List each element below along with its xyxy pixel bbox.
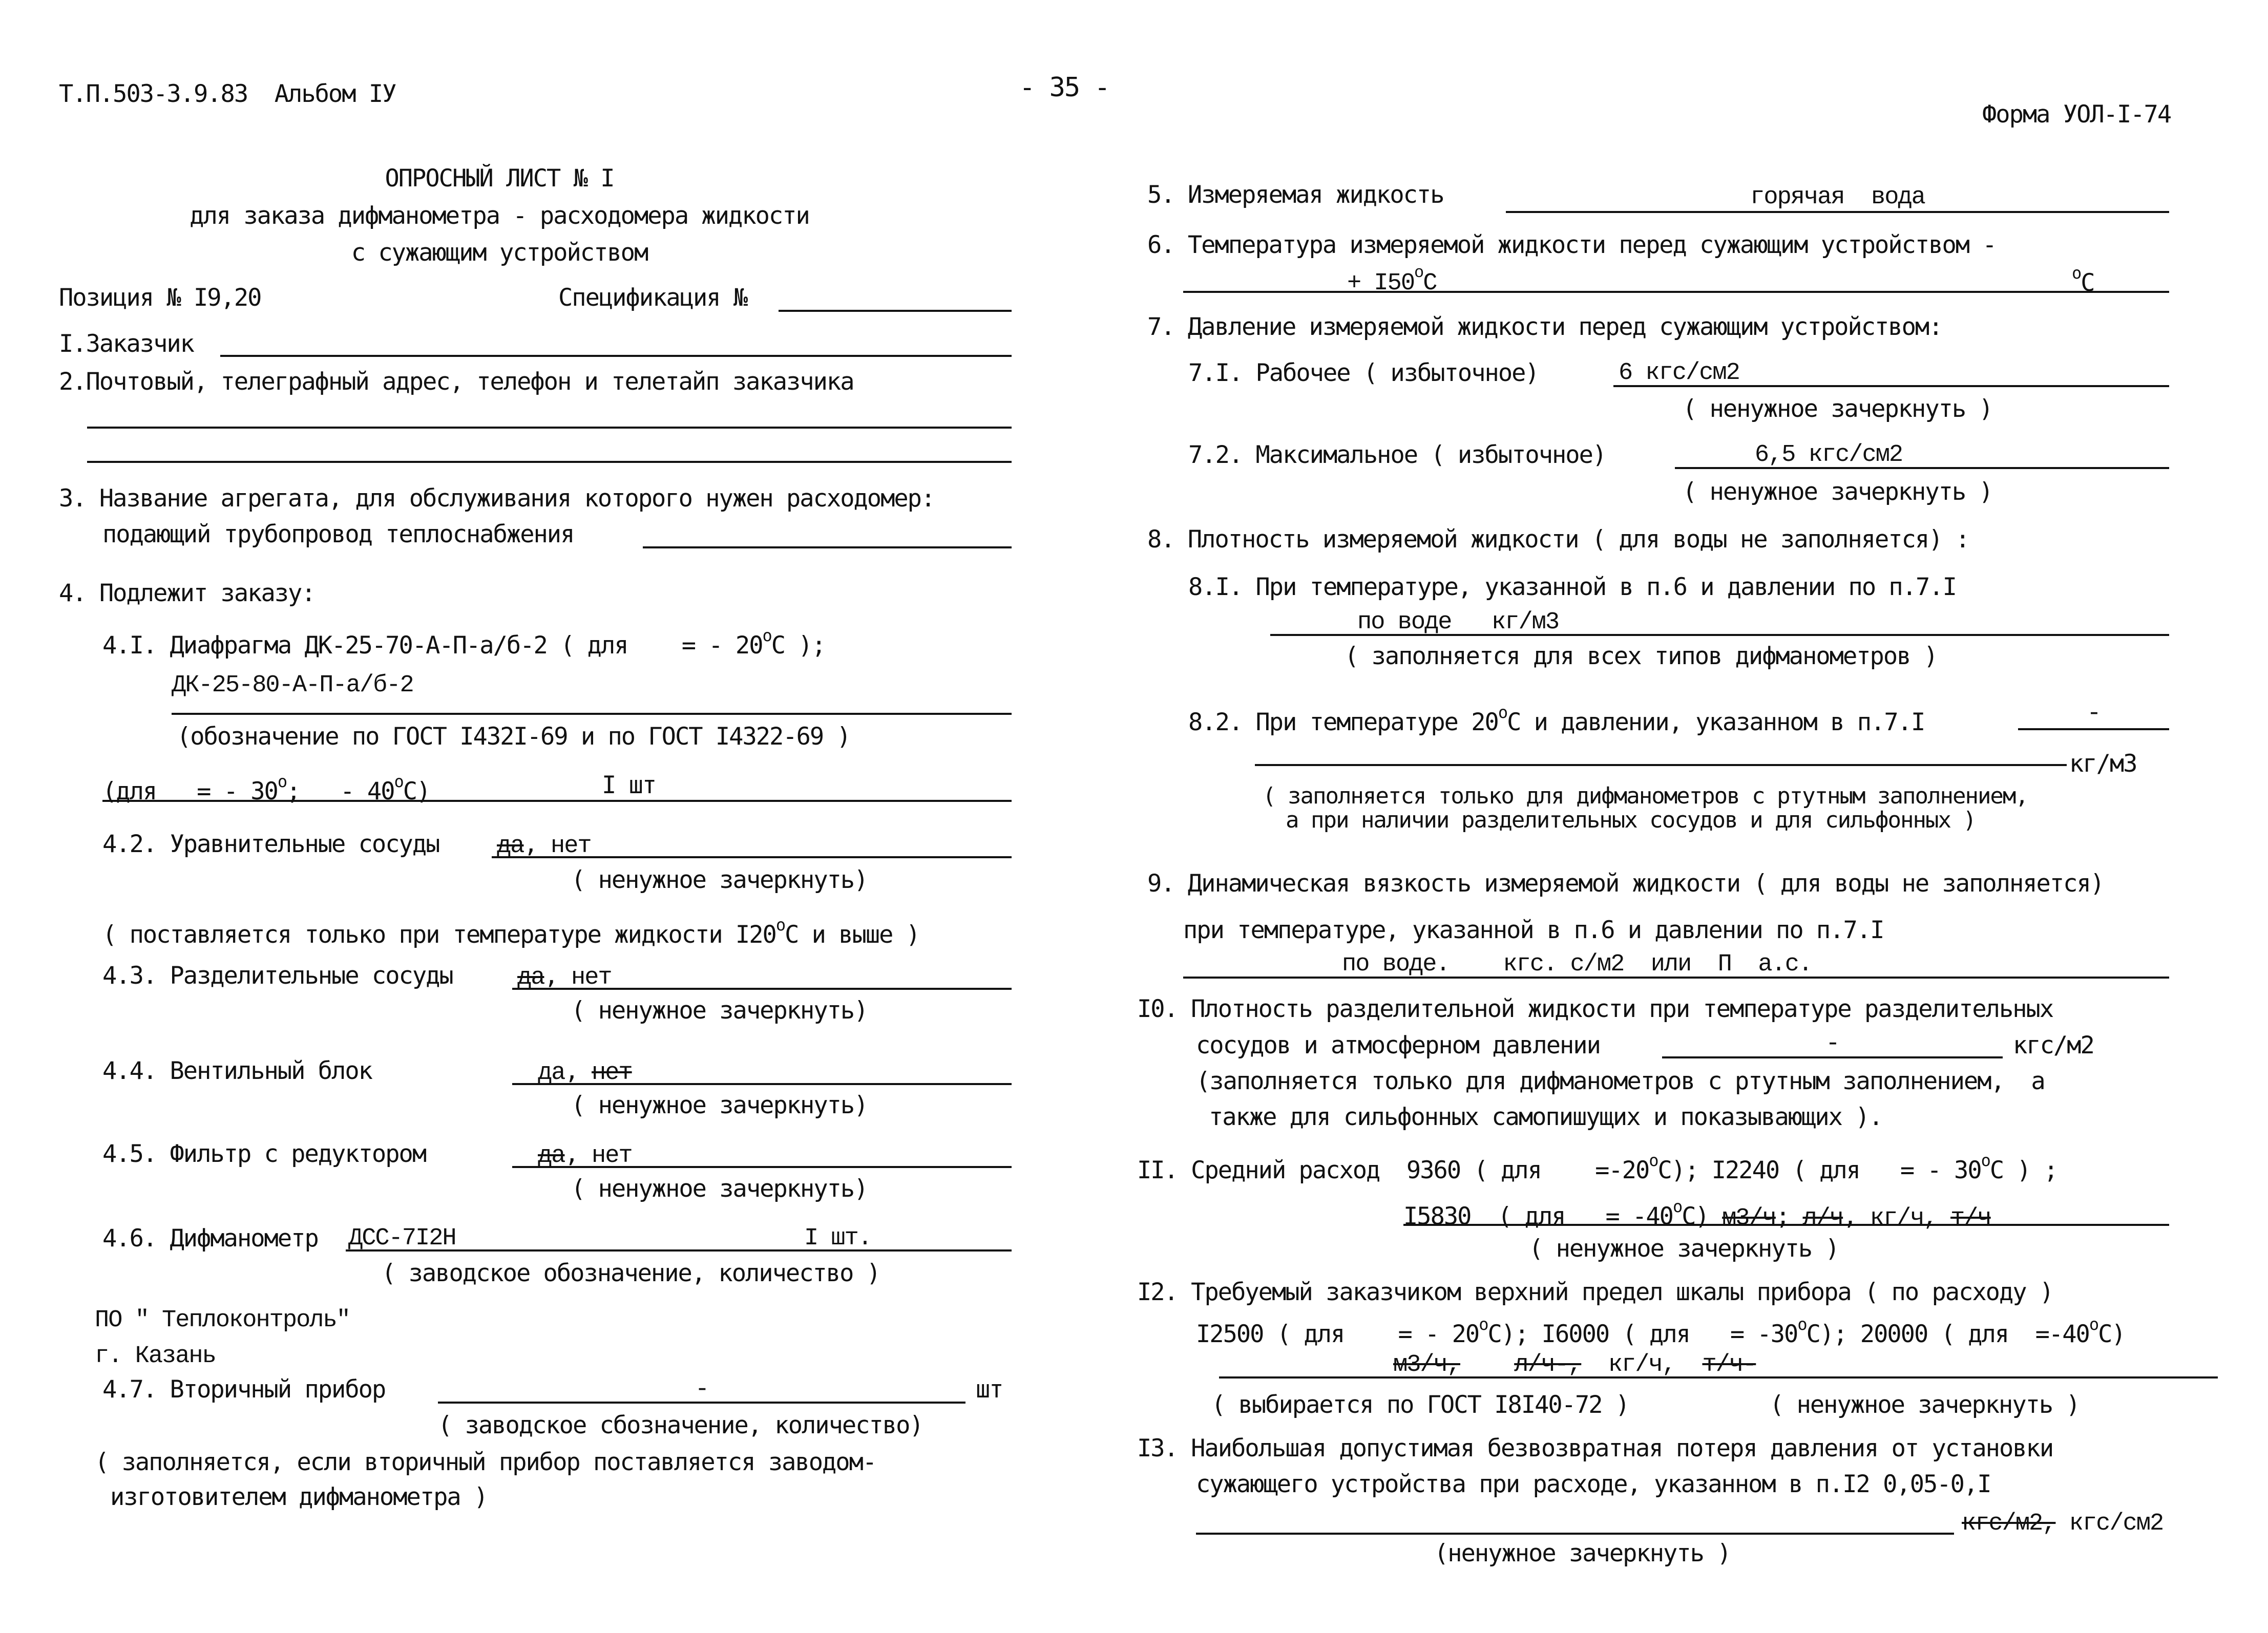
item6-unit: $^о$С — [2072, 263, 2094, 297]
item10-label-2: сосудов и атмосферном давлении — [1196, 1031, 1600, 1059]
item12-strike-note: ( ненужное зачеркнуть ) — [1770, 1391, 2080, 1419]
item9-value[interactable]: по воде. кгс. с/м2 или П а.с. — [1342, 951, 1812, 978]
form-subtitle: для заказа дифманометра - расходомера жидкости — [190, 202, 809, 230]
item41-qty-line[interactable] — [102, 800, 1012, 802]
item82-line-1[interactable] — [2018, 728, 2169, 730]
item44-label: 4.4. Вентильный блок — [102, 1057, 372, 1085]
item46-label: 4.6. Дифманометр — [102, 1224, 318, 1253]
item6-line[interactable] — [1183, 291, 2169, 293]
item72-label: 7.2. Максимальное ( избыточное) — [1188, 441, 1606, 469]
item12-gost-note: ( выбирается по ГОСТ I8I40-72 ) — [1211, 1391, 1629, 1419]
item43-label: 4.3. Разделительные сосуды — [102, 962, 453, 990]
item6-label: 6. Температура измеряемой жидкости перед сужающим устройством - — [1147, 231, 1996, 259]
item81-line[interactable] — [1270, 634, 2169, 636]
item47-fill-note-2: изготовителем дифманометра ) — [110, 1483, 488, 1511]
item46-value[interactable]: ДСС-7I2Н — [348, 1225, 456, 1252]
specification-line[interactable] — [779, 310, 1012, 312]
item41-note: (обозначение по ГОСТ I432I-69 и по ГОСТ I4322-69 ) — [177, 723, 850, 751]
item13-line[interactable] — [1196, 1533, 1954, 1535]
item41-quantity: I шт — [602, 771, 656, 799]
item41-diaphragm-2: ДК-25-80-А-П-а/б-2 — [172, 672, 413, 699]
item10-note-1: (заполняется только для дифманометров с ртутным заполнением, а — [1196, 1067, 2045, 1095]
item42-line[interactable] — [492, 856, 1012, 858]
item47-value[interactable]: - — [695, 1376, 709, 1403]
item44-value[interactable]: да, нет — [538, 1057, 632, 1087]
item3-label: 3. Название агрегата, для обслуживания которого нужен расходомер: — [59, 484, 935, 513]
item41-temperatures: (для = - $30^о$; - $40^оС$) — [102, 772, 430, 805]
item43-strike-note: ( ненужное зачеркнуть) — [571, 996, 868, 1025]
form-title: ОПРОСНЫЙ ЛИСТ № I — [385, 164, 614, 193]
item72-strike-note: ( ненужное зачеркнуть ) — [1683, 478, 1992, 506]
item42-value[interactable]: да, нет — [497, 830, 591, 860]
item11-label: II. Средний расход 9360 ( для $=-20^оС$); I2240 ( для = - $30^оС$ ) ; — [1137, 1151, 2057, 1184]
item47-label: 4.7. Вторичный прибор — [102, 1375, 386, 1404]
item7-label: 7. Давление измеряемой жидкости перед сужающим устройством: — [1147, 313, 1942, 341]
item43-line[interactable] — [512, 988, 1012, 990]
item46-note: ( заводское обозначение, количество ) — [382, 1259, 880, 1287]
item8-label: 8. Плотность измеряемой жидкости ( для воды не заполняется) : — [1147, 525, 1969, 554]
item81-label: 8.I. При температуре, указанной в п.6 и давлении по п.7.I — [1188, 573, 1956, 601]
item47-unit: шт — [976, 1375, 1003, 1404]
item10-unit: кгс/м2 — [2013, 1031, 2094, 1059]
item42-strike-note: ( ненужное зачеркнуть) — [571, 866, 868, 894]
page-number: - 35 - — [1019, 72, 1109, 103]
customer-line[interactable] — [220, 355, 1012, 357]
item3-line[interactable] — [643, 546, 1012, 548]
item72-value[interactable]: 6,5 кгс/см2 — [1754, 441, 1903, 469]
form-code: Форма УОЛ-I-74 — [1982, 100, 2171, 129]
item11-strike-note: ( ненужное зачеркнуть ) — [1529, 1235, 1839, 1263]
specification-label: Спецификация № — [558, 284, 747, 312]
item82-note-1: ( заполняется только для дифманометров с ртутным заполнением, — [1263, 783, 2028, 809]
item9-label-2: при температуре, указанной в п.6 и давлении по п.7.I — [1183, 916, 1884, 944]
item42-label: 4.2. Уравнительные сосуды — [102, 830, 439, 858]
item81-value[interactable]: по воде кг/м3 — [1357, 609, 1559, 636]
item5-label: 5. Измеряемая жидкость — [1147, 181, 1444, 209]
item71-value[interactable]: 6 кгс/см2 — [1619, 359, 1739, 387]
item47-line[interactable] — [438, 1402, 965, 1404]
item82-value[interactable]: - — [2087, 700, 2101, 727]
item46-quantity[interactable]: I шт. — [804, 1225, 872, 1252]
item10-label: I0. Плотность разделительной жидкости при температуре разделительных — [1137, 995, 2053, 1023]
item5-line[interactable] — [1506, 211, 2169, 213]
item71-line[interactable] — [1613, 385, 2169, 387]
item3-value: подающий трубопровод теплоснабжения — [102, 520, 574, 548]
item13-label: I3. Наибольшая допустимая безвозвратная потеря давления от установки — [1137, 1434, 2053, 1462]
position-label: Позиция № I9,20 — [59, 284, 261, 312]
item9-line[interactable] — [1183, 977, 2169, 979]
item46-line[interactable] — [346, 1249, 1012, 1252]
item13-strike-note: (ненужное зачеркнуть ) — [1434, 1539, 1731, 1567]
customer-label: I.Заказчик — [59, 330, 194, 358]
supplier-name: ПО " Теплоконтроль" — [95, 1307, 350, 1334]
item6-value[interactable]: + $I50^оС$ — [1347, 263, 1437, 297]
item44-line[interactable] — [512, 1083, 1012, 1085]
item12-line[interactable] — [1219, 1376, 2218, 1378]
item11-line[interactable] — [1403, 1224, 2169, 1226]
item43-value[interactable]: да, нет — [517, 962, 612, 991]
supplier-city: г. Казань — [95, 1343, 216, 1370]
item44-strike-note: ( ненужное зачеркнуть) — [571, 1091, 868, 1119]
item13-units[interactable]: кгс/м2, кгс/см2 — [1962, 1510, 2164, 1537]
item45-strike-note: ( ненужное зачеркнуть) — [571, 1175, 868, 1203]
address-line-1[interactable] — [87, 427, 1012, 429]
item10-note-2: также для сильфонных самопишущих и показывающих ). — [1209, 1103, 1882, 1131]
form-subtitle-2: с сужающим устройством — [351, 239, 648, 267]
item12-limits: I2500 ( для = - $20^оС$); I6000 ( для = $-30^оС$); 20000 ( для $=-40^оС$) — [1196, 1314, 2125, 1348]
item72-line[interactable] — [1675, 467, 2169, 469]
item45-value[interactable]: да, нет — [538, 1140, 632, 1170]
item13-label-2: сужающего устройства при расходе, указанном в п.I2 0,05-0,I — [1196, 1470, 1991, 1498]
item10-line[interactable] — [1662, 1056, 2003, 1058]
item4-label: 4. Подлежит заказу: — [59, 579, 315, 607]
item12-units[interactable]: м3/ч, л/ч-, кг/ч, т/ч- — [1393, 1351, 1756, 1378]
item12-label: I2. Требуемый заказчиком верхний предел шкалы прибора ( по расходу ) — [1137, 1278, 2053, 1306]
item82-line-2[interactable] — [1255, 764, 2067, 766]
item71-label: 7.I. Рабочее ( избыточное) — [1188, 359, 1539, 387]
item81-note: ( заполняется для всех типов дифманометров ) — [1345, 642, 1938, 670]
item47-fill-note-1: ( заполняется, если вторичный прибор поставляется заводом- — [95, 1448, 876, 1476]
item11-value-line[interactable]: I5830 ( для = $-40^оС$) м3/ч; л/ч, кг/ч, т/ч — [1403, 1197, 1991, 1232]
item47-note: ( заводское сбозначение, количество) — [438, 1411, 923, 1439]
item82-note-2: а при наличии разделительных сосудов и для сильфонных ) — [1286, 807, 1976, 833]
item82-unit: кг/м3 — [2069, 750, 2137, 778]
item71-strike-note: ( ненужное зачеркнуть ) — [1683, 395, 1992, 423]
item41-line[interactable] — [172, 713, 1012, 715]
address-label: 2.Почтовый, телеграфный адрес, телефон и телетайп заказчика — [59, 368, 854, 396]
item82-label: 8.2. При температуре $20^оС$ и давлении, указанном в п.7.I — [1188, 703, 1925, 736]
album-reference: Т.П.503-3.9.83 Альбом IУ — [59, 80, 396, 108]
item9-label: 9. Динамическая вязкость измеряемой жидкости ( для воды не заполняется) — [1147, 869, 2104, 898]
item10-value[interactable]: - — [1825, 1030, 1839, 1057]
item5-value[interactable]: горячая вода — [1750, 184, 1925, 211]
item41-diaphragm: 4.I. Диафрагма ДК-25-70-А-П-а/б-2 ( для = - $20^оС$ ); — [102, 626, 825, 660]
item45-label: 4.5. Фильтр с редуктором — [102, 1140, 426, 1168]
item42-supply-note: ( поставляется только при температуре жидкости $I20^оС$ и выше ) — [102, 915, 920, 949]
item45-line[interactable] — [512, 1166, 1012, 1168]
address-line-2[interactable] — [87, 461, 1012, 463]
